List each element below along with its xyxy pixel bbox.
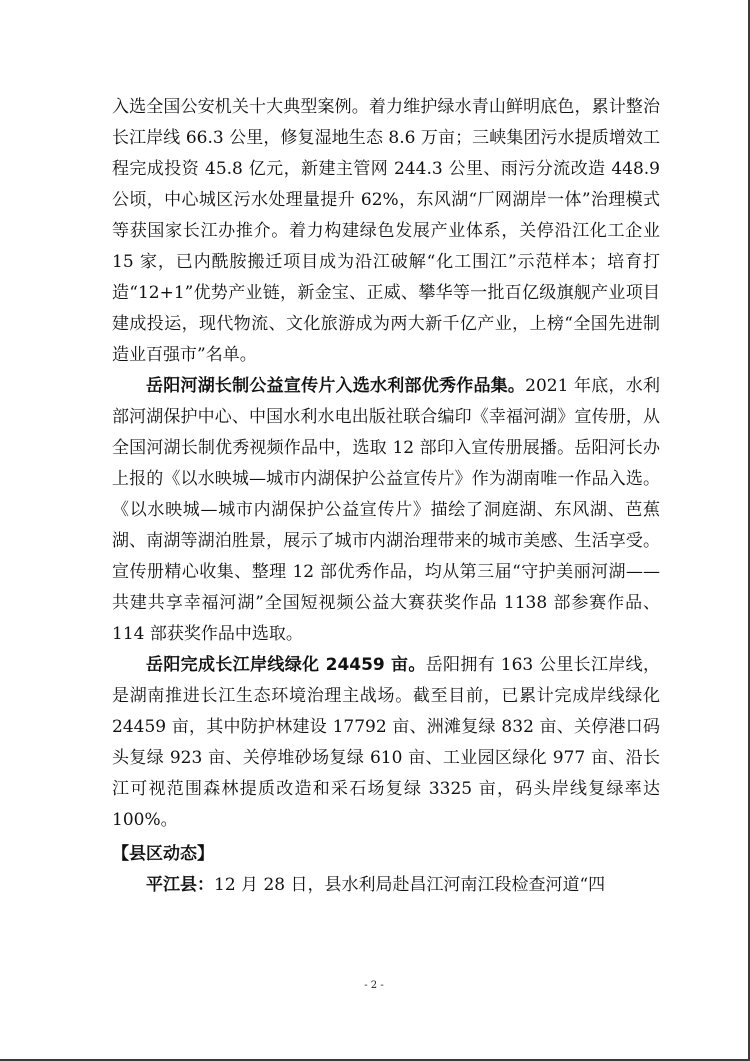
page-number: - 2 - (364, 980, 384, 991)
paragraph-3-title: 岳阳完成长江岸线绿化 24459 亩。 (146, 655, 426, 675)
paragraph-3 (112, 650, 660, 836)
paragraph-4 (112, 870, 660, 901)
paragraph-2-title: 岳阳河湖长制公益宣传片入选水利部优秀作品集。 (146, 376, 526, 396)
paragraph-1: 入选全国公安机关十大典型案例。着力维护绿水青山鲜明底色，累计整治长江岸线 66.3 公里，修复湿地生态 8.6 万亩；三峡集团污水提质增效工程完成投资 45.8 亿元，新建主管网 244.3 公里、雨污分流改造 448.9 公顷，中心城区污水处理量提升 62%，东风湖“厂网湖岸一体”治理模式等获国家长江办推介。着力构建绿色发展产业体系，关停沿江化工企业 15 家，已内酰胺搬迁项目成为沿江破解“化工围江”示范样本；培育打造“12+1”优势产业链，新金宝、正威、攀华等一批百亿级旗舰产业项目建成投运，现代物流、文化旅游成为两大新千亿产业，上榜“全国先进制造业百强市”名单。 (112, 97, 660, 365)
paragraph-4-title: 平江县： (146, 875, 214, 895)
document-body (112, 92, 660, 901)
paragraph-2 (112, 371, 660, 650)
paragraph-2-body: 2021 年底，水利部河湖保护中心、中国水利水电出版社联合编印《幸福河湖》宣传册，从全国河湖长制优秀视频作品中，选取 12 部印入宣传册展播。岳阳河长办上报的《以水映城—城市内湖保护公益宣传片》作为湖南唯一作品入选。《以水映城—城市内湖保护公益宣传片》描绘了洞庭湖、东风湖、芭蕉湖、南湖等湖泊胜景，展示了城市内湖治理带来的城市美感、生活享受。宣传册精心收集、整理 12 部优秀作品，均从第三届“守护美丽河湖——共建共享幸福河湖”全国短视频公益大赛获奖作品 1138 部参赛作品、114 部获奖作品中选取。 (112, 376, 660, 644)
section-heading: 【县区动态】 (112, 844, 214, 864)
paragraph-4-body: 12 月 28 日，县水利局赴昌江河南江段检查河道“四 (214, 875, 606, 895)
paragraph-3-body: 岳阳拥有 163 公里长江岸线，是湖南推进长江生态环境治理主战场。截至目前，已累计完成岸线绿化 24459 亩，其中防护林建设 17792 亩、洲滩复绿 832 亩、关停港口码头复绿 923 亩、关停堆砂场复绿 610 亩、工业园区绿化 977 亩、沿长江可视范围森林提质改造和采石场复绿 3325 亩，码头岸线复绿率达 100%。 (112, 655, 660, 830)
